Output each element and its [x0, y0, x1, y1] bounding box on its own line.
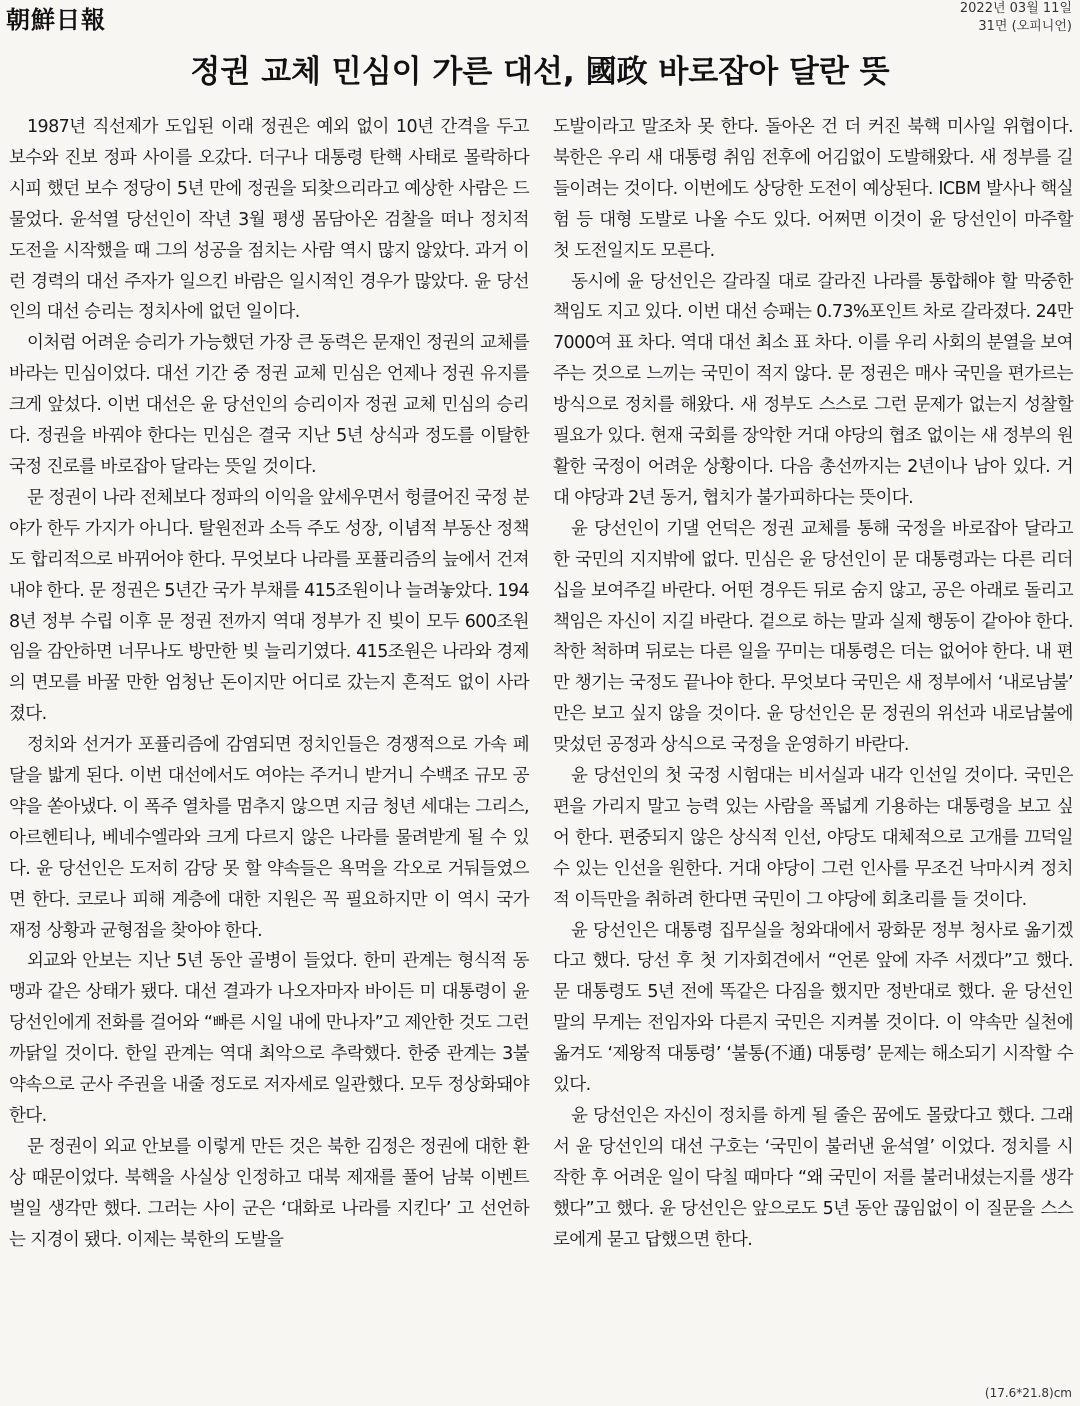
paragraph: 윤 당선인은 자신이 정치를 하게 될 줄은 꿈에도 몰랐다고 했다. 그래서 윤 당선인의 대선 구호는 ‘국민이 불러낸 윤석열’ 이었다. 정치를 시작한 후 어려운 일이 닥칠 때마다 “왜 국민이 저를 불러내셨는지를 생각했다”고 했다. 윤 당선인은 앞으로도 5년 동안 끊임없이 이 질문을 스스로에게 묻고 답했으면 한다.: [553, 1106, 1073, 1250]
editorial-headline: 정권 교체 민심이 가른 대선, 國政 바로잡아 달란 뜻: [190, 54, 890, 90]
paragraph: 문 정권이 나라 전체보다 정파의 이익을 앞세우면서 헝클어진 국정 분야가 한두 가지가 아니다. 탈원전과 소득 주도 성장, 이념적 부동산 정책도 합리적으로 바뀌어야 한다. 무엇보다 나라를 포퓰리즘의 늪에서 건져내야 한다. 문 정권은 5년간 국가 부채를 415조원이나 늘려놓았다. 1948년 정부 수립 이후 문 정권 전까지 역대 정부가 진 빚이 모두 600조원임을 감안하면 너무나도 방만한 빚 늘리기였다. 415조원은 나라와 경제의 면모를 바꿀 만한 엄청난 돈이지만 어디로 갔는지 흔적도 없이 사라졌다.: [9, 487, 529, 725]
paragraph: 정치와 선거가 포퓰리즘에 감염되면 정치인들은 경쟁적으로 가속 페달을 밟게 된다. 이번 대선에서도 여야는 주거니 받거니 수백조 규모 공약을 쏟아냈다. 이 폭주 열차를 멈추지 않으면 지금 청년 세대는 그리스, 아르헨티나, 베네수엘라와 크게 다르지 않은 나라를 물려받게 될 수 있다. 윤 당선인은 도저히 감당 못 할 약속들은 욕먹을 각오로 거둬들였으면 한다. 코로나 피해 계층에 대한 지원은 꼭 필요하지만 이 역시 국가 재정 상황과 균형점을 찾아야 한다.: [9, 735, 529, 941]
paragraph: 외교와 안보는 지난 5년 동안 골병이 들었다. 한미 관계는 형식적 동맹과 같은 상태가 됐다. 대선 결과가 나오자마자 바이든 미 대통령이 윤 당선인에게 전화를 걸어와 “빠른 시일 내에 만나자”고 제안한 것도 그런 까닭일 것이다. 한일 관계는 역대 최악으로 추락했다. 한중 관계는 3불 약속으로 군사 주권을 내줄 정도로 저자세로 일관했다. 모두 정상화돼야 한다.: [9, 951, 529, 1126]
article-column-right: [553, 112, 1073, 1256]
paragraph: 이처럼 어려운 승리가 가능했던 가장 큰 동력은 문재인 정권의 교체를 바라는 민심이었다. 대선 기간 중 정권 교체 민심은 언제나 정권 유지를 크게 앞섰다. 이번 대선은 윤 당선인의 승리이자 정권 교체 민심의 승리다. 정권을 바꿔야 한다는 민심은 결국 지난 5년 상식과 정도를 이탈한 국정 진로를 바로잡아 달라는 뜻일 것이다.: [9, 333, 529, 477]
paragraph: 윤 당선인의 첫 국정 시험대는 비서실과 내각 인선일 것이다. 국민은 편을 가리지 말고 능력 있는 사람을 폭넓게 기용하는 대통령을 보고 싶어 한다. 편중되지 않은 상식적 인선, 야당도 대체적으로 고개를 끄덕일 수 있는 인선을 원한다. 거대 야당이 그런 인사를 무조건 낙마시켜 정치적 이득만을 취하려 한다면 국민이 그 야당에 회초리를 들 것이다.: [553, 766, 1073, 910]
paragraph-continued: 도발이라고 말조차 못 한다. 돌아온 건 더 커진 북핵 미사일 위협이다. 북한은 우리 새 대통령 취임 전후에 어김없이 도발해왔다. 새 정부를 길들이려는 것이다. 이번에도 상당한 도전이 예상된다. ICBM 발사나 핵실험 등 대형 도발로 나올 수도 있다. 어쩌면 이것이 윤 당선인이 마주할 첫 도전일지도 모른다.: [553, 117, 1073, 261]
page-section: 31면 (오피니언): [978, 19, 1072, 34]
clipping-dimensions: (17.6*21.8)cm: [984, 1386, 1072, 1400]
paragraph: 문 정권이 외교 안보를 이렇게 만든 것은 북한 김정은 정권에 대한 환상 때문이었다. 북핵을 사실상 인정하고 대북 제재를 풀어 남북 이벤트 벌일 생각만 했다. 그러는 사이 군은 ‘대화로 나라를 지킨다’ 고 선언하는 지경이 됐다. 이제는 북한의 도발을: [9, 1136, 529, 1250]
newspaper-logo: 朝鮮日報: [6, 5, 106, 34]
article-column-left: [9, 112, 529, 1256]
paragraph: 1987년 직선제가 도입된 이래 정권은 예외 없이 10년 간격을 두고 보수와 진보 정파 사이를 오갔다. 더구나 대통령 탄핵 사태로 몰락하다시피 했던 보수 정당이 5년 만에 정권을 되찾으리라고 예상한 사람은 드물었다. 윤석열 당선인이 작년 3월 평생 몸담아온 검찰을 떠나 정치적 도전을 시작했을 때 그의 성공을 점치는 사람 역시 많지 않았다. 과거 이런 경력의 대선 주자가 일으킨 바람은 일시적인 경우가 많았다. 윤 당선인의 대선 승리는 정치사에 없던 일이다.: [9, 117, 529, 323]
paragraph: 윤 당선인이 기댈 언덕은 정권 교체를 통해 국정을 바로잡아 달라고 한 국민의 지지밖에 없다. 민심은 윤 당선인이 문 대통령과는 다른 리더십을 보여주길 바란다. 어떤 경우든 뒤로 숨지 않고, 공은 아래로 돌리고 책임은 자신이 지길 바란다. 겉으로 하는 말과 실제 행동이 같아야 한다. 착한 척하며 뒤로는 다른 일을 꾸미는 대통령은 더는 없어야 한다. 내 편만 챙기는 국정도 끝나야 한다. 무엇보다 국민은 새 정부에서 ‘내로남불’ 만은 보고 싶지 않을 것이다. 윤 당선인은 문 정권의 위선과 내로남불에 맞섰던 공정과 상식으로 국정을 운영하기 바란다.: [553, 518, 1073, 756]
issue-info: [960, 0, 1072, 36]
paragraph: 윤 당선인은 대통령 집무실을 청와대에서 광화문 정부 청사로 옮기겠다고 했다. 당선 후 첫 기자회견에서 “언론 앞에 자주 서겠다”고 했다. 문 대통령도 5년 전에 똑같은 다짐을 했지만 정반대로 했다. 윤 당선인 말의 무게는 전임자와 다른지 국민은 지켜볼 것이다. 이 약속만 실천에 옮겨도 ‘제왕적 대통령’ ‘불통(不通) 대통령’ 문제는 해소되기 시작할 수 있다.: [553, 920, 1073, 1096]
paragraph: 동시에 윤 당선인은 갈라질 대로 갈라진 나라를 통합해야 할 막중한 책임도 지고 있다. 이번 대선 승패는 0.73%포인트 차로 갈라졌다. 24만7000여 표 차다. 역대 대선 최소 표 차다. 이를 우리 사회의 분열을 보여주는 것으로 느끼는 국민이 적지 않다. 문 정권은 매사 국민을 편가르는 방식으로 정치를 해왔다. 새 정부도 스스로 그런 문제가 없는지 성찰할 필요가 있다. 현재 국회를 장악한 거대 야당의 협조 없이는 새 정부의 원활한 국정이 어려운 상황이다. 다음 총선까지는 2년이나 남아 있다. 거대 야당과 2년 동거, 협치가 불가피하다는 뜻이다.: [553, 271, 1073, 508]
issue-date: 2022년 03월 11일: [959, 1, 1072, 16]
